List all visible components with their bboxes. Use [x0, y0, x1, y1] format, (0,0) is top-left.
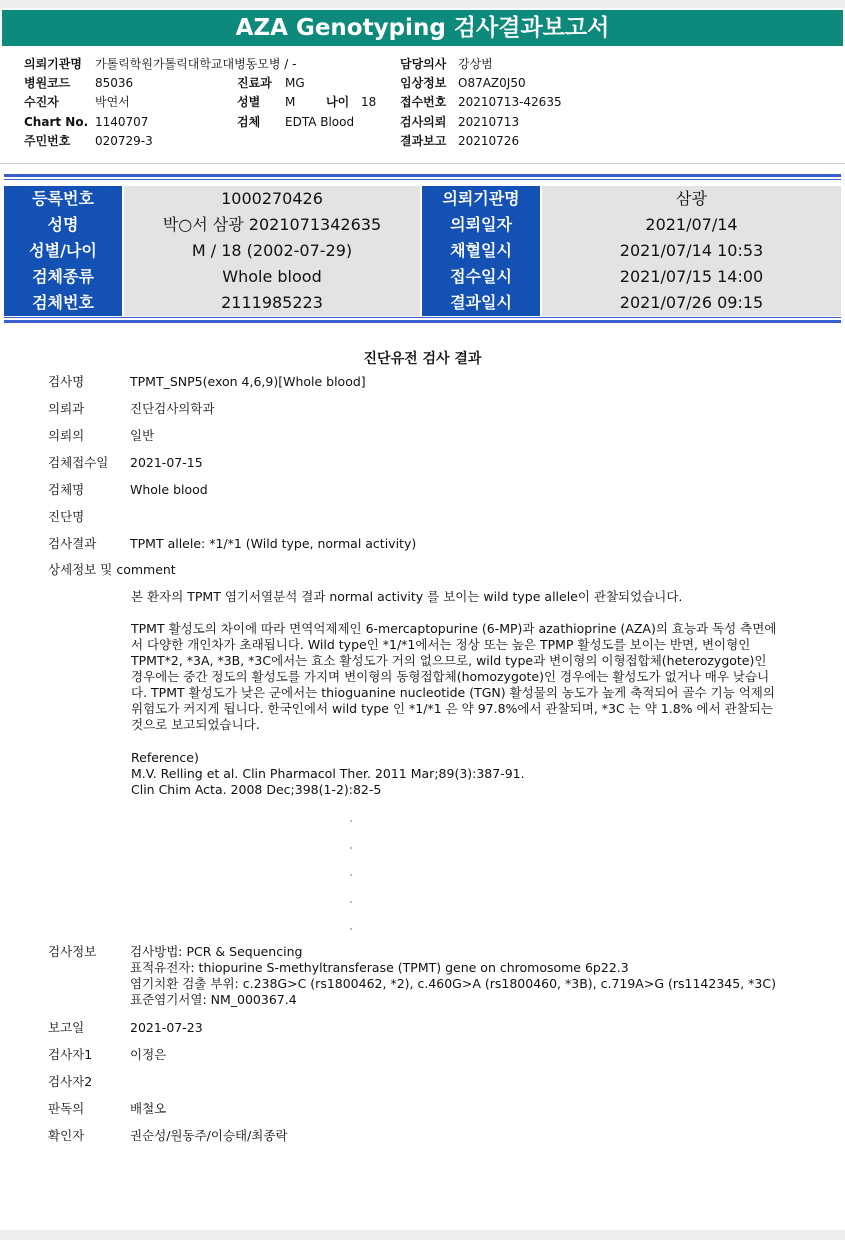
- header-value: 20210713-42635: [458, 95, 562, 109]
- field-value: TPMT_SNP5(exon 4,6,9)[Whole blood]: [130, 374, 366, 389]
- header-value: 가톨릭학원가톨릭대학교대병동모병 / -: [95, 57, 297, 71]
- info-label: 성별/나이: [4, 238, 122, 264]
- header-value: 박연서: [95, 95, 130, 109]
- faint-dot: [350, 874, 352, 876]
- test-info-line: 염기치환 검출 부위: c.238G>C (rs1800462, *2), c.460G>A (rs1800460, *3B), c.719A>G (rs1142345, *3C): [130, 976, 776, 991]
- report-section-title: 진단유전 검사 결과: [363, 351, 482, 367]
- header-value: 18: [361, 95, 377, 109]
- header-value: 020729-3: [95, 134, 153, 148]
- test-info-line: 표준염기서열: NM_000367.4: [130, 992, 297, 1007]
- test-info-label: 검사정보: [48, 944, 97, 959]
- header-label: 담당의사: [400, 57, 447, 71]
- field-value: 진단검사의학과: [130, 401, 215, 416]
- header-label: 결과보고: [400, 134, 447, 148]
- table-top-border: [4, 174, 841, 177]
- field-value: TPMT allele: *1/*1 (Wild type, normal activity): [130, 536, 417, 551]
- field-label: 진단명: [48, 509, 85, 524]
- field-value: 일반: [130, 428, 155, 443]
- header-value: 85036: [95, 76, 134, 90]
- comment-paragraph-1: 본 환자의 TPMT 염기서열분석 결과 normal activity 를 보이는 wild type allele이 관찰되었습니다.: [131, 589, 683, 604]
- top-border: [0, 0, 845, 8]
- reference-list: [131, 750, 781, 798]
- info-label: 의뢰기관명: [422, 186, 540, 212]
- info-value: 2021/07/26 09:15: [542, 290, 841, 316]
- header-value: 강상범: [458, 57, 493, 71]
- info-label: 결과일시: [422, 290, 540, 316]
- table-bottom-border-thin: [4, 317, 841, 318]
- header-value: M: [285, 95, 296, 109]
- header-label: 성별: [237, 95, 261, 109]
- header-label: 진료과: [237, 76, 272, 90]
- header-value: EDTA Blood: [285, 115, 355, 129]
- info-value: 2111985223: [124, 290, 420, 316]
- header-label: 접수번호: [400, 95, 447, 109]
- comment-label: 상세정보 및 comment: [48, 562, 176, 577]
- reference-item: Clin Chim Acta. 2008 Dec;398(1-2):82-5: [131, 782, 382, 797]
- header-value: 20210713: [458, 115, 520, 129]
- field-label: 검사결과: [48, 536, 97, 551]
- reference-heading: Reference): [131, 750, 199, 765]
- table-top-border-thin: [4, 179, 841, 180]
- header-label: 나이: [326, 95, 350, 109]
- field-value: 권순성/원동주/이승태/최종락: [130, 1128, 288, 1143]
- faint-dot: [350, 901, 352, 903]
- test-info-line: 표적유전자: thiopurine S-methyltransferase (TPMT) gene on chromosome 6p22.3: [130, 960, 629, 975]
- field-label: 검사자1: [48, 1047, 93, 1062]
- header-label: 주민번호: [24, 134, 71, 148]
- info-value: 2021/07/15 14:00: [542, 264, 841, 290]
- header-label: 검체: [237, 115, 261, 129]
- header-value: O87AZ0J50: [458, 76, 526, 90]
- table-bottom-border: [4, 320, 841, 323]
- faint-dot: [350, 847, 352, 849]
- test-info-line: 검사방법: PCR & Sequencing: [130, 944, 303, 959]
- info-label: 등록번호: [4, 186, 122, 212]
- field-label: 검체접수일: [48, 455, 109, 470]
- field-label: 의뢰과: [48, 401, 85, 416]
- header-value: 20210726: [458, 134, 520, 148]
- field-label: 검사명: [48, 374, 85, 389]
- divider: [0, 163, 845, 164]
- header-label: 임상정보: [400, 76, 447, 90]
- info-label: 접수일시: [422, 264, 540, 290]
- info-value: 2021/07/14 10:53: [542, 238, 841, 264]
- header-label: 병원코드: [24, 76, 71, 90]
- info-value: 삼광: [542, 186, 841, 212]
- header-label: 검사의뢰: [400, 115, 447, 129]
- test-info-lines: [130, 944, 830, 1008]
- info-value: 2021/07/14: [542, 212, 841, 238]
- comment-paragraph-2: TPMT 활성도의 차이에 따라 면역억제제인 6-mercaptopurine (6-MP)과 azathioprine (AZA)의 효능과 독성 측면에서 다양한 개인차가 초래됩니다. Wild type인 *1/*1에서는 정상 또는 높은 TPMP 활성도를 보이는 반면, 변이형인 TPMT*2, *3A, *3B, *3C에서는 효소 활성도가 거의 없으므로, wild type과 변이형의 이형접합체(heterozygote)인 경우에는 중간 정도의 활성도를 가지며 변이형의 동형접합체(homozygote)인 경우에는 활성도가 없거나 매우 낮습니다. TPMT 활성도가 낮은 군에서는 thioguanine nucleotide (TGN) 활성물의 농도가 높게 축적되어 골수 기능 억제의 위험도가 커지게 됩니다. 한국인에서 wild type 인 *1/*1 은 약 97.8%에서 관찰되며, *3C 는 약 1.8% 에서 관찰되는 것으로 보고되었습니다.: [131, 621, 777, 732]
- info-label: 검체종류: [4, 264, 122, 290]
- info-value: 박○서 삼광 2021071342635: [124, 212, 420, 238]
- field-label: 확인자: [48, 1128, 85, 1143]
- info-label: 의뢰일자: [422, 212, 540, 238]
- field-value: Whole blood: [130, 482, 208, 497]
- faint-dot: [350, 820, 352, 822]
- reference-item: M.V. Relling et al. Clin Pharmacol Ther. 2011 Mar;89(3):387-91.: [131, 766, 525, 781]
- field-value: 이정은: [130, 1047, 167, 1062]
- header-label: 수진자: [24, 95, 59, 109]
- field-value: 2021-07-15: [130, 455, 203, 470]
- info-value: 1000270426: [124, 186, 420, 212]
- field-label: 의뢰의: [48, 428, 85, 443]
- info-value: M / 18 (2002-07-29): [124, 238, 420, 264]
- field-label: 보고일: [48, 1020, 85, 1035]
- faint-dot: [350, 928, 352, 930]
- field-value: 2021-07-23: [130, 1020, 203, 1035]
- header-label: Chart No.: [24, 115, 89, 129]
- header-label: 의뢰기관명: [24, 57, 82, 71]
- report-title: AZA Genotyping 검사결과보고서: [2, 10, 843, 46]
- field-label: 검체명: [48, 482, 85, 497]
- header-value: 1140707: [95, 115, 149, 129]
- bottom-border: [0, 1230, 845, 1240]
- info-label: 채혈일시: [422, 238, 540, 264]
- header-value: MG: [285, 76, 305, 90]
- field-label: 검사자2: [48, 1074, 93, 1089]
- info-label: 검체번호: [4, 290, 122, 316]
- field-value: 배철오: [130, 1101, 167, 1116]
- info-value: Whole blood: [124, 264, 420, 290]
- info-label: 성명: [4, 212, 122, 238]
- field-label: 판독의: [48, 1101, 85, 1116]
